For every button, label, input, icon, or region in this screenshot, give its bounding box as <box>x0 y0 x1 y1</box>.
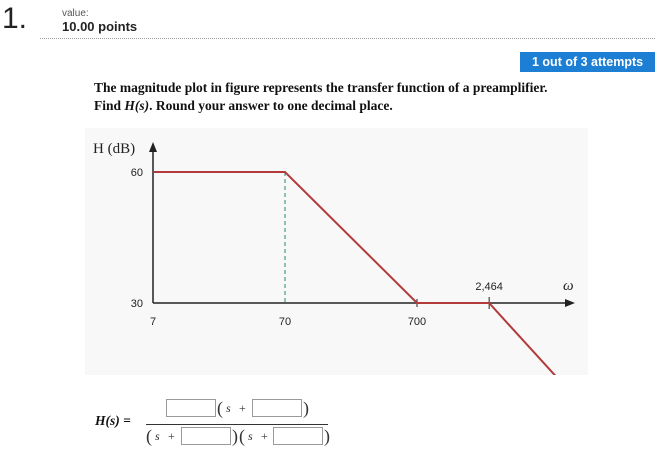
denominator-close-paren-2: ) <box>324 426 330 446</box>
attempts-badge: 1 out of 3 attempts <box>520 52 655 72</box>
problem-function: H(s) <box>124 98 150 113</box>
y-axis-label: H (dB) <box>93 141 136 157</box>
answer-label: H(s) = <box>95 413 131 428</box>
y-axis-arrow <box>149 142 157 152</box>
denominator-pole1-input[interactable] <box>181 427 231 445</box>
denominator-pole2-input[interactable] <box>273 427 323 445</box>
denominator-s-2 <box>248 427 253 445</box>
numerator-coefficient-input[interactable] <box>166 399 216 417</box>
question-number: 1. <box>2 2 28 35</box>
problem-statement <box>94 79 634 115</box>
magnitude-plot <box>85 128 588 375</box>
denominator-s-2-symbol: s <box>248 429 253 443</box>
numerator-s-symbol: s <box>226 401 231 415</box>
magnitude-curve <box>153 172 557 375</box>
denominator-s-1-symbol: s <box>155 429 160 443</box>
y-tick-label-30: 30 <box>130 298 143 310</box>
fraction-bar <box>146 424 328 425</box>
y-tick-label-60: 60 <box>130 167 143 179</box>
value-label: value: <box>62 8 89 19</box>
x-tick-label-700: 700 <box>407 316 427 328</box>
question-points: 10.00 points <box>62 19 138 34</box>
plot-svg <box>85 128 588 375</box>
numerator-close-paren: ) <box>303 398 309 418</box>
x-axis-arrow <box>565 299 575 307</box>
denominator-open-paren-1: ( <box>146 426 152 446</box>
denominator-close-paren-1: ) <box>232 426 238 446</box>
denominator-plus-2: + <box>261 429 268 443</box>
x-axis-label: ω <box>563 278 574 294</box>
numerator-s <box>226 399 231 417</box>
denominator-plus-1: + <box>168 429 175 443</box>
denominator-s-1 <box>155 427 160 445</box>
problem-line-2-post: . Round your answer to one decimal place. <box>149 98 393 113</box>
denominator-open-paren-2: ( <box>239 426 245 446</box>
header-divider <box>40 38 655 39</box>
problem-line-2-pre: Find <box>94 98 125 113</box>
x-tick-label-7: 7 <box>149 316 157 328</box>
x-tick-label-2,464: 2,464 <box>475 281 503 293</box>
numerator-open-paren: ( <box>217 398 223 418</box>
x-tick-label-70: 70 <box>278 316 292 328</box>
numerator-plus: + <box>239 401 246 415</box>
problem-line-2 <box>94 97 634 115</box>
numerator-zero-input[interactable] <box>252 399 302 417</box>
problem-line-1: The magnitude plot in figure represents the transfer function of a preamplifier. <box>94 80 548 95</box>
